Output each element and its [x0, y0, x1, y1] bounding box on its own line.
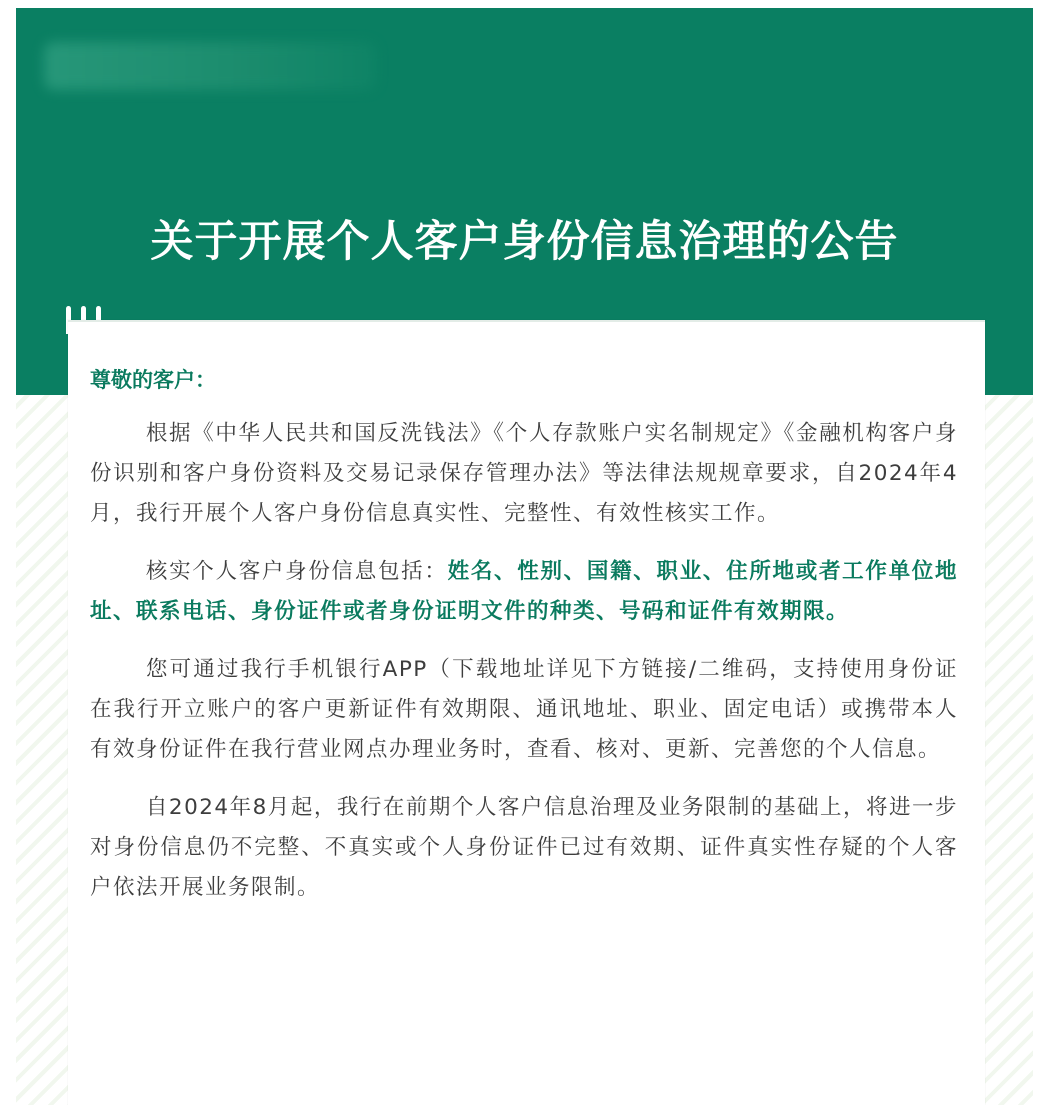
greeting: 尊敬的客户：	[90, 368, 216, 392]
page-title: 关于开展个人客户身份信息治理的公告	[150, 217, 899, 267]
letter-card	[68, 320, 985, 1105]
letter-content	[90, 364, 958, 926]
paragraph-update-channels: 您可通过我行手机银行APP（下载地址详见下方链接/二维码，支持使用身份证在我行开立账户的客户更新证件有效期限、通讯地址、职业、固定电话）或携带本人有效身份证件在我行营业网点办理业务时，查看、核对、更新、完善您的个人信息。	[90, 657, 958, 762]
paragraph-legal-basis: 根据《中华人民共和国反洗钱法》《个人存款账户实名制规定》《金融机构客户身份识别和客户身份资料及交易记录保存管理办法》等法律法规规章要求，自2024年4月，我行开展个人客户身份信息真实性、完整性、有效性核实工作。	[90, 421, 958, 526]
announcement-page	[16, 8, 1033, 1105]
info-scope-highlight: 姓名、性别、国籍、职业、住所地或者工作单位地址、联系电话、身份证件或者身份证明文件的种类、号码和证件有效期限。	[90, 559, 958, 624]
info-scope-intro: 核实个人客户身份信息包括：	[145, 559, 448, 584]
paragraph-business-restriction: 自2024年8月起，我行在前期个人客户信息治理及业务限制的基础上，将进一步对身份信息仍不完整、不真实或个人身份证件已过有效期、证件真实性存疑的个人客户依法开展业务限制。	[90, 795, 958, 900]
bank-logo-blurred	[44, 42, 376, 90]
paragraph-info-scope	[90, 552, 958, 632]
